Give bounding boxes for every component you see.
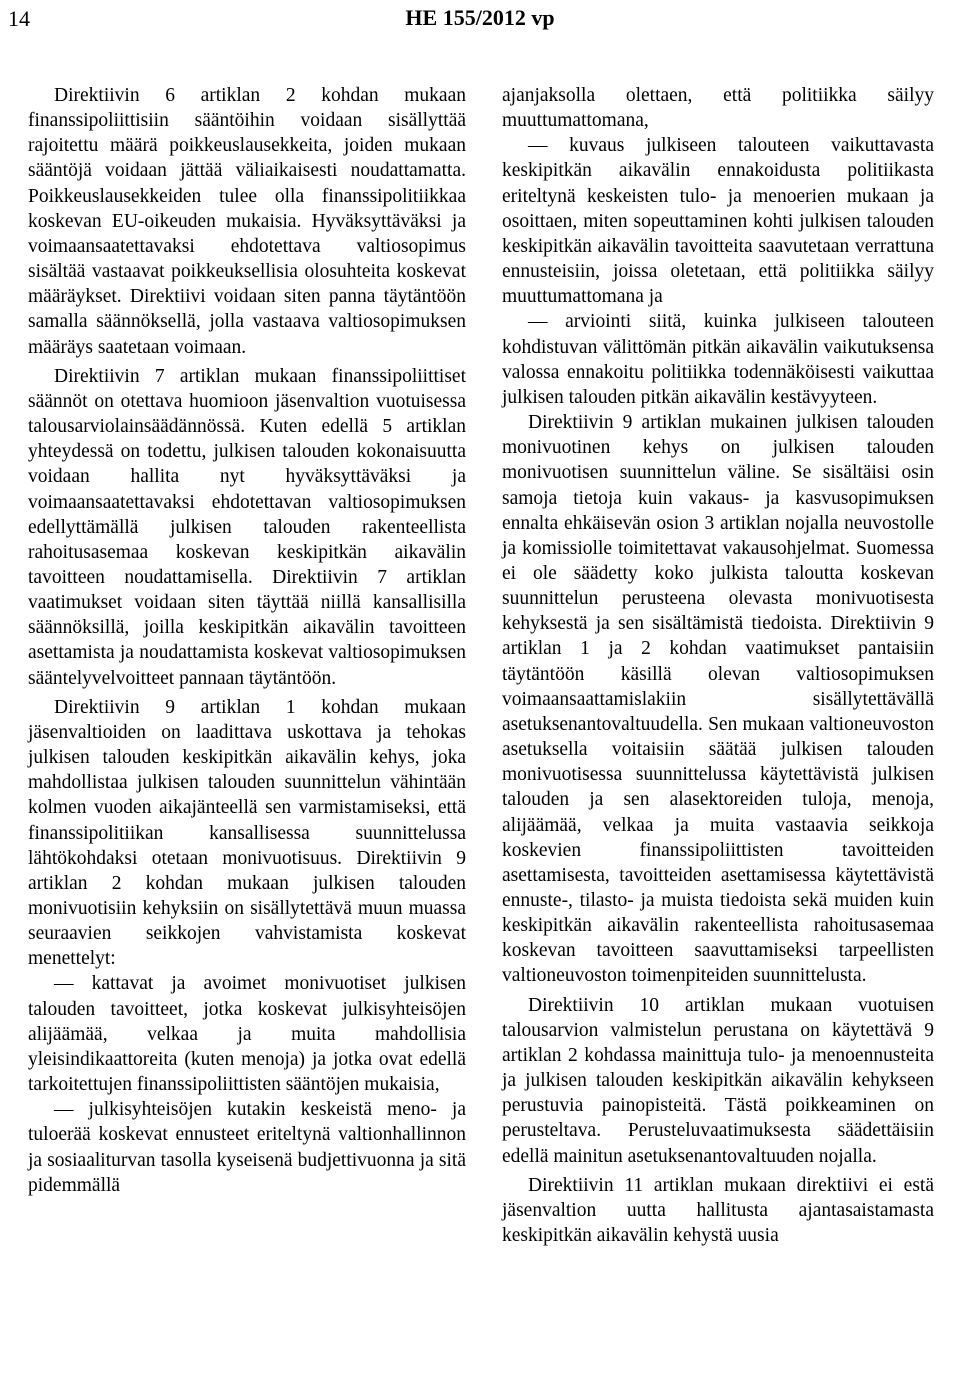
dash-list-item: — arviointi siitä, kuinka julkiseen talouteen kohdistuvan välittömän pitkän aikavälin vaikutuksensa valossa ennakoitu politiikka todennäköisesti vaikuttaa julkisen talouden pitkän aikavälin kestävyyteen. xyxy=(502,311,934,408)
paragraph: Direktiivin 10 artiklan mukaan vuotuisen talousarvion valmistelun perustana on käytettävä 9 artiklan 2 kohdassa mainittuja tulo- ja menoennusteita ja julkisen talouden keskipitkän aikavälin kehykseen perustuvia painopisteitä. Tästä poikkeaminen on perusteltava. Perusteluvaatimuksesta säädettäisiin edellä mainitun asetuksenantovaltuuden nojalla. xyxy=(502,994,934,1167)
page-header xyxy=(0,0,960,50)
dash-list-item: — kattavat ja avoimet monivuotiset julkisen talouden tavoitteet, jotka koskevat julkisyhteisöjen alijäämää, velkaa ja muita mahdollisia yleisindikaattoreita (kuten menoja) ja jotka ovat edellä tarkoitettujen finanssipoliittisten sääntöjen mukaisia, xyxy=(28,973,466,1096)
paragraph: Direktiivin 6 artiklan 2 kohdan mukaan finanssipoliittisiin sääntöihin voidaan sisällyttää rajoitettu määrä poikkeuslausekkeita, joiden mukaan sääntöjä voidaan jättää väliaikaisesti noudattamatta. Poikkeuslausekkeiden tulee olla finanssipolitiikkaa koskevan EU-oikeuden mukaisia. Hyväksyttäväksi ja voimaansaatettavaksi ehdotettava valtiosopimus sisältää vastaavat poikkeuksellisia olosuhteita koskevat määräykset. Direktiivi voidaan siten panna täytäntöön samalla säännöksellä, jolla vastaava valtiosopimuksen määräys saatetaan voimaan. xyxy=(28,85,466,358)
page-number: 14 xyxy=(8,6,30,31)
dash-list-item: — julkisyhteisöjen kutakin keskeistä meno- ja tuloerää koskevat ennusteet eriteltynä valtionhallinnon ja sosiaaliturvan tasolla kyseisenä budjettivuonna ja sitä pidemmällä xyxy=(28,1099,466,1196)
paragraph: Direktiivin 9 artiklan 1 kohdan mukaan jäsenvaltioiden on laadittava uskottava ja tehokas julkisen talouden keskipitkän aikavälin kehys, joka mahdollistaa julkisen talouden suunnittelun vähintään kolmen vuoden aikajänteellä sen varmistamiseksi, että finanssipolitiikan kansallisessa suunnittelussa lähtökohdaksi otetaan monivuotisuus. Direktiivin 9 artiklan 2 kohdan mukaan julkisen talouden monivuotisiin kehyksiin on sisällytettävä muun muassa seuraavien seikkojen vahvistamista koskevat menettelyt: xyxy=(28,696,466,970)
left-column xyxy=(28,83,466,1198)
paragraph: Direktiivin 9 artiklan mukainen julkisen talouden monivuotinen kehys on julkisen talouden monivuotisen suunnittelun väline. Se sisältäisi osin samoja tietoja kuin vakaus- ja kasvusopimuksen ennalta ehkäisevän osion 3 artiklan nojalla neuvostolle ja komissiolle toimitettavat vakausohjelmat. Suomessa ei ole säädetty koko julkista taloutta koskevan suunnittelun perusteena olevasta monivuotisesta kehyksestä ja sen sisältämistä tiedoista. Direktiivin 9 artiklan 1 ja 2 kohdan vaatimukset pantaisiin täytäntöön käsillä olevan valtiosopimuksen voimaansaattamislakiin sisällytettävällä asetuksenantovaltuudella. Sen mukaan valtioneuvoston asetuksella voitaisiin säätää julkisen talouden monivuotisessa suunnittelussa käytettävistä julkisen talouden ja sen alasektoreiden tuloja, menoja, alijäämää, velkaa ja muita vastaavia seikkoja koskevien finanssipoliittisten tavoitteiden asettamisesta, tavoitteiden asettamisessa käytettävistä ennuste-, tilasto- ja muista tiedoista sekä muiden kuin keskipitkän aikavälin rakenteellista rahoitusasemaa koskevan tavoitteen saavuttamiseksi tarpeellisten valtioneuvoston toimenpiteiden suunnittelusta. xyxy=(502,412,934,987)
right-column xyxy=(502,83,934,1248)
paragraph-continuation: ajanjaksolla olettaen, että politiikka säilyy muuttumattomana, xyxy=(502,85,934,132)
paragraph: Direktiivin 7 artiklan mukaan finanssipoliittiset säännöt on otettava huomioon jäsenvaltion vuotuisessa talousarviolainsäädännössä. Kuten edellä 5 artiklan yhteydessä on todettu, julkisen talouden kokonaisuutta voidaan hallita nyt hyväksyttäväksi ja voimaansaatettavaksi ehdotettavan valtiosopimuksen edellyttämällä julkisen talouden rakenteellista rahoitusasemaa koskevan keskipitkän aikavälin tavoitteen noudattamisella. Direktiivin 7 artiklan vaatimukset voidaan siten täyttää niillä kansallisilla säännöksillä, joilla keskipitkän aikavälin tavoitteen asettamista ja noudattamista koskevat valtiosopimuksen sääntelyvelvoitteet pannaan täytäntöön. xyxy=(28,365,466,689)
paragraph: Direktiivin 11 artiklan mukaan direktiivi ei estä jäsenvaltion uutta hallitusta ajantasaistamasta keskipitkän aikavälin kehystä uusia xyxy=(502,1174,934,1247)
document-id: HE 155/2012 vp xyxy=(405,5,555,30)
dash-list-item: — kuvaus julkiseen talouteen vaikuttavasta keskipitkän aikavälin ennakoidusta politiikasta eriteltynä keskeisten tulo- ja menoerien mukaan ja osoittaen, miten sopeuttaminen kohti julkisen talouden keskipitkän aikavälin tavoitteita saavutetaan verrattuna ennusteisiin, joissa oletetaan, että politiikka säilyy muuttumattomana ja xyxy=(502,135,934,308)
